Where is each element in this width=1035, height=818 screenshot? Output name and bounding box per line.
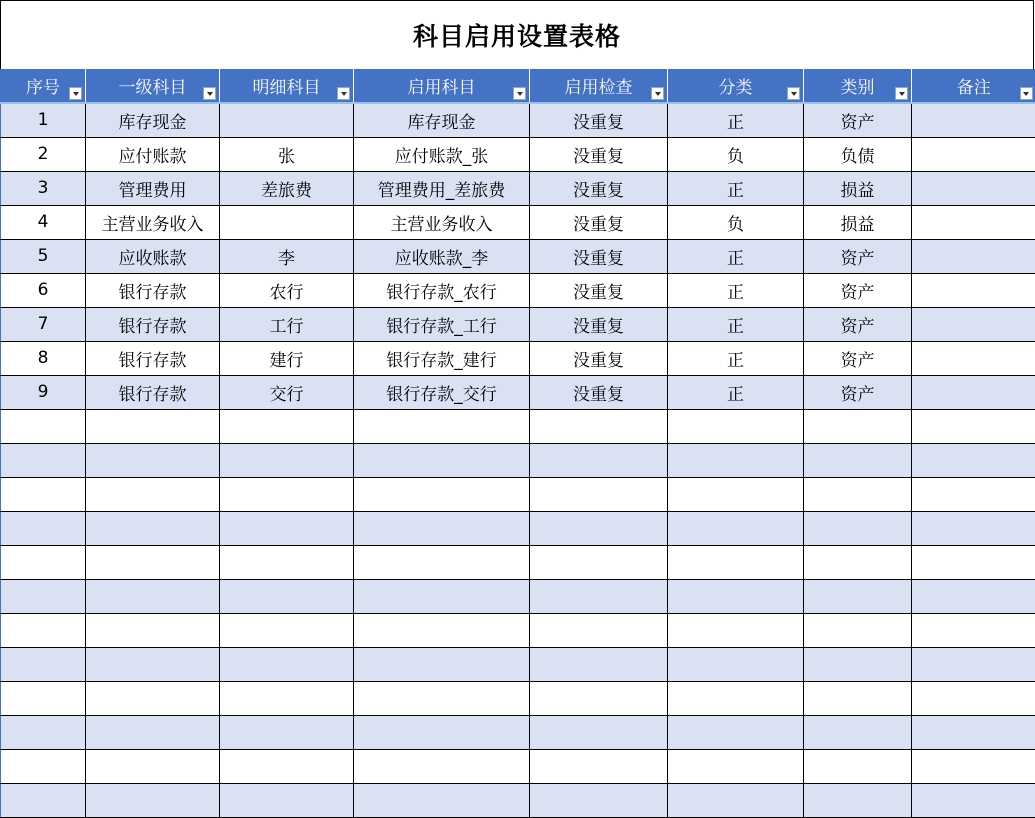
cell-detail-subject[interactable] <box>220 103 354 137</box>
cell-detail-subject[interactable]: 张 <box>220 137 354 171</box>
subject-table <box>0 69 1035 818</box>
cell-category[interactable] <box>668 783 804 817</box>
table-row <box>1 239 1035 273</box>
title-cell[interactable] <box>0 0 1034 69</box>
cell-type[interactable]: 损益 <box>804 171 912 205</box>
cell-detail-subject[interactable]: 李 <box>220 239 354 273</box>
cell-level1-subject[interactable] <box>86 749 220 783</box>
cell-enable-check[interactable] <box>530 647 668 681</box>
cell-seq[interactable]: 8 <box>1 341 86 375</box>
cell-remarks[interactable] <box>912 511 1035 545</box>
cell-category[interactable]: 负 <box>668 137 804 171</box>
cell-level1-subject[interactable]: 应付账款 <box>86 137 220 171</box>
cell-type[interactable]: 资产 <box>804 307 912 341</box>
cell-detail-subject[interactable] <box>220 681 354 715</box>
cell-category[interactable]: 正 <box>668 273 804 307</box>
cell-remarks[interactable] <box>912 783 1035 817</box>
cell-enabled-subject[interactable] <box>354 409 530 443</box>
cell-seq[interactable] <box>1 409 86 443</box>
cell-seq[interactable]: 3 <box>1 171 86 205</box>
cell-level1-subject[interactable]: 主营业务收入 <box>86 205 220 239</box>
cell-enable-check[interactable] <box>530 443 668 477</box>
cell-category[interactable] <box>668 579 804 613</box>
cell-enabled-subject[interactable] <box>354 545 530 579</box>
table-row <box>1 783 1035 817</box>
header-label: 明细科目 <box>253 78 321 98</box>
header-label: 类别 <box>841 78 875 98</box>
cell-seq[interactable] <box>1 579 86 613</box>
cell-enable-check[interactable] <box>530 511 668 545</box>
filter-dropdown-icon[interactable] <box>513 87 526 100</box>
cell-detail-subject[interactable] <box>220 409 354 443</box>
header-detail-subject[interactable] <box>220 69 354 103</box>
cell-remarks[interactable] <box>912 749 1035 783</box>
cell-seq[interactable] <box>1 715 86 749</box>
table-row <box>1 647 1035 681</box>
cell-detail-subject[interactable] <box>220 477 354 511</box>
cell-enabled-subject[interactable]: 应付账款_张 <box>354 137 530 171</box>
cell-enabled-subject[interactable]: 主营业务收入 <box>354 205 530 239</box>
cell-enable-check[interactable]: 没重复 <box>530 239 668 273</box>
cell-enable-check[interactable] <box>530 715 668 749</box>
cell-category[interactable] <box>668 443 804 477</box>
cell-seq[interactable] <box>1 477 86 511</box>
cell-enabled-subject[interactable] <box>354 443 530 477</box>
cell-level1-subject[interactable]: 库存现金 <box>86 103 220 137</box>
cell-category[interactable]: 正 <box>668 307 804 341</box>
table-row <box>1 477 1035 511</box>
cell-seq[interactable]: 2 <box>1 137 86 171</box>
cell-enabled-subject[interactable]: 银行存款_交行 <box>354 375 530 409</box>
header-type[interactable] <box>804 69 912 103</box>
cell-remarks[interactable] <box>912 545 1035 579</box>
cell-type[interactable]: 资产 <box>804 375 912 409</box>
cell-type[interactable] <box>804 443 912 477</box>
cell-detail-subject[interactable]: 工行 <box>220 307 354 341</box>
cell-seq[interactable]: 4 <box>1 205 86 239</box>
cell-enabled-subject[interactable]: 银行存款_工行 <box>354 307 530 341</box>
cell-enable-check[interactable] <box>530 477 668 511</box>
cell-category[interactable] <box>668 681 804 715</box>
cell-enabled-subject[interactable]: 银行存款_建行 <box>354 341 530 375</box>
cell-seq[interactable]: 5 <box>1 239 86 273</box>
table-row <box>1 205 1035 239</box>
cell-category[interactable]: 正 <box>668 171 804 205</box>
cell-level1-subject[interactable] <box>86 579 220 613</box>
cell-seq[interactable] <box>1 545 86 579</box>
cell-category[interactable] <box>668 715 804 749</box>
header-seq[interactable] <box>1 69 86 103</box>
cell-level1-subject[interactable]: 银行存款 <box>86 341 220 375</box>
header-remarks[interactable] <box>912 69 1035 103</box>
cell-type[interactable]: 资产 <box>804 273 912 307</box>
cell-category[interactable] <box>668 749 804 783</box>
cell-enable-check[interactable]: 没重复 <box>530 341 668 375</box>
cell-type[interactable] <box>804 715 912 749</box>
header-label: 启用科目 <box>408 78 476 98</box>
cell-enable-check[interactable]: 没重复 <box>530 273 668 307</box>
cell-enable-check[interactable]: 没重复 <box>530 375 668 409</box>
cell-seq[interactable] <box>1 749 86 783</box>
cell-category[interactable] <box>668 477 804 511</box>
cell-detail-subject[interactable]: 农行 <box>220 273 354 307</box>
cell-type[interactable] <box>804 613 912 647</box>
cell-level1-subject[interactable] <box>86 477 220 511</box>
cell-type[interactable] <box>804 409 912 443</box>
table-row <box>1 579 1035 613</box>
page-title: 科目启用设置表格 <box>413 17 621 53</box>
header-label: 序号 <box>26 78 60 98</box>
cell-remarks[interactable] <box>912 647 1035 681</box>
cell-seq[interactable] <box>1 613 86 647</box>
cell-level1-subject[interactable] <box>86 613 220 647</box>
cell-remarks[interactable] <box>912 375 1035 409</box>
table-row <box>1 375 1035 409</box>
table-row <box>1 715 1035 749</box>
cell-detail-subject[interactable]: 差旅费 <box>220 171 354 205</box>
header-label: 备注 <box>957 78 991 98</box>
cell-enable-check[interactable] <box>530 749 668 783</box>
table-row <box>1 409 1035 443</box>
table-row <box>1 137 1035 171</box>
cell-enabled-subject[interactable]: 管理费用_差旅费 <box>354 171 530 205</box>
cell-enable-check[interactable] <box>530 783 668 817</box>
table-row <box>1 103 1035 137</box>
cell-enable-check[interactable] <box>530 681 668 715</box>
table-row <box>1 681 1035 715</box>
cell-level1-subject[interactable]: 应收账款 <box>86 239 220 273</box>
cell-seq[interactable] <box>1 511 86 545</box>
cell-remarks[interactable] <box>912 239 1035 273</box>
table-row <box>1 749 1035 783</box>
header-enable-check[interactable] <box>530 69 668 103</box>
filter-dropdown-icon[interactable] <box>69 87 82 100</box>
cell-enable-check[interactable]: 没重复 <box>530 307 668 341</box>
header-label: 启用检查 <box>565 78 633 98</box>
table-body <box>1 103 1035 817</box>
cell-type[interactable]: 负债 <box>804 137 912 171</box>
cell-type[interactable] <box>804 783 912 817</box>
cell-enable-check[interactable]: 没重复 <box>530 137 668 171</box>
cell-enabled-subject[interactable] <box>354 511 530 545</box>
cell-enabled-subject[interactable]: 应收账款_李 <box>354 239 530 273</box>
cell-detail-subject[interactable] <box>220 511 354 545</box>
cell-detail-subject[interactable] <box>220 443 354 477</box>
table-row <box>1 171 1035 205</box>
cell-enabled-subject[interactable]: 银行存款_农行 <box>354 273 530 307</box>
cell-level1-subject[interactable]: 管理费用 <box>86 171 220 205</box>
cell-enable-check[interactable] <box>530 409 668 443</box>
cell-detail-subject[interactable] <box>220 613 354 647</box>
cell-category[interactable] <box>668 511 804 545</box>
cell-enabled-subject[interactable] <box>354 681 530 715</box>
cell-detail-subject[interactable] <box>220 647 354 681</box>
header-enabled-subject[interactable] <box>354 69 530 103</box>
cell-level1-subject[interactable] <box>86 443 220 477</box>
cell-enabled-subject[interactable]: 库存现金 <box>354 103 530 137</box>
cell-detail-subject[interactable] <box>220 579 354 613</box>
cell-type[interactable]: 资产 <box>804 239 912 273</box>
cell-level1-subject[interactable] <box>86 545 220 579</box>
cell-seq[interactable]: 9 <box>1 375 86 409</box>
cell-remarks[interactable] <box>912 613 1035 647</box>
cell-enabled-subject[interactable] <box>354 579 530 613</box>
cell-type[interactable] <box>804 545 912 579</box>
cell-remarks[interactable] <box>912 409 1035 443</box>
header-level1-subject[interactable] <box>86 69 220 103</box>
cell-category[interactable]: 负 <box>668 205 804 239</box>
cell-enable-check[interactable] <box>530 579 668 613</box>
cell-type[interactable] <box>804 511 912 545</box>
header-label: 分类 <box>719 78 753 98</box>
cell-detail-subject[interactable]: 交行 <box>220 375 354 409</box>
cell-category[interactable]: 正 <box>668 103 804 137</box>
filter-dropdown-icon[interactable] <box>787 87 800 100</box>
cell-enable-check[interactable]: 没重复 <box>530 171 668 205</box>
table-row <box>1 307 1035 341</box>
cell-remarks[interactable] <box>912 103 1035 137</box>
filter-dropdown-icon[interactable] <box>895 87 908 100</box>
cell-remarks[interactable] <box>912 477 1035 511</box>
cell-type[interactable] <box>804 749 912 783</box>
table-row <box>1 443 1035 477</box>
cell-remarks[interactable] <box>912 715 1035 749</box>
header-category[interactable] <box>668 69 804 103</box>
cell-enable-check[interactable] <box>530 545 668 579</box>
table-row <box>1 545 1035 579</box>
table-row <box>1 511 1035 545</box>
cell-remarks[interactable] <box>912 579 1035 613</box>
cell-remarks[interactable] <box>912 137 1035 171</box>
cell-remarks[interactable] <box>912 205 1035 239</box>
cell-type[interactable]: 资产 <box>804 341 912 375</box>
header-label: 一级科目 <box>119 78 187 98</box>
cell-level1-subject[interactable]: 银行存款 <box>86 273 220 307</box>
cell-enabled-subject[interactable] <box>354 613 530 647</box>
cell-type[interactable] <box>804 579 912 613</box>
cell-level1-subject[interactable] <box>86 783 220 817</box>
cell-category[interactable]: 正 <box>668 375 804 409</box>
cell-category[interactable] <box>668 545 804 579</box>
cell-enabled-subject[interactable] <box>354 783 530 817</box>
cell-enabled-subject[interactable] <box>354 647 530 681</box>
cell-seq[interactable] <box>1 783 86 817</box>
cell-category[interactable] <box>668 613 804 647</box>
cell-remarks[interactable] <box>912 443 1035 477</box>
table-row <box>1 273 1035 307</box>
cell-category[interactable]: 正 <box>668 239 804 273</box>
cell-category[interactable] <box>668 647 804 681</box>
cell-level1-subject[interactable]: 银行存款 <box>86 307 220 341</box>
table-row <box>1 613 1035 647</box>
cell-enable-check[interactable]: 没重复 <box>530 103 668 137</box>
header-row <box>1 69 1035 103</box>
cell-seq[interactable] <box>1 443 86 477</box>
cell-detail-subject[interactable] <box>220 783 354 817</box>
filter-dropdown-icon[interactable] <box>337 87 350 100</box>
cell-seq[interactable] <box>1 647 86 681</box>
cell-enabled-subject[interactable] <box>354 715 530 749</box>
cell-level1-subject[interactable]: 银行存款 <box>86 375 220 409</box>
cell-enable-check[interactable]: 没重复 <box>530 205 668 239</box>
filter-dropdown-icon[interactable] <box>203 87 216 100</box>
cell-category[interactable]: 正 <box>668 341 804 375</box>
cell-level1-subject[interactable] <box>86 409 220 443</box>
cell-seq[interactable]: 6 <box>1 273 86 307</box>
cell-type[interactable]: 损益 <box>804 205 912 239</box>
cell-type[interactable] <box>804 477 912 511</box>
cell-type[interactable] <box>804 681 912 715</box>
cell-remarks[interactable] <box>912 681 1035 715</box>
cell-seq[interactable]: 7 <box>1 307 86 341</box>
cell-enabled-subject[interactable] <box>354 477 530 511</box>
cell-enable-check[interactable] <box>530 613 668 647</box>
cell-remarks[interactable] <box>912 273 1035 307</box>
cell-remarks[interactable] <box>912 307 1035 341</box>
cell-category[interactable] <box>668 409 804 443</box>
cell-detail-subject[interactable]: 建行 <box>220 341 354 375</box>
cell-seq[interactable]: 1 <box>1 103 86 137</box>
cell-level1-subject[interactable] <box>86 647 220 681</box>
cell-detail-subject[interactable] <box>220 545 354 579</box>
filter-dropdown-icon[interactable] <box>1020 87 1033 100</box>
cell-enabled-subject[interactable] <box>354 749 530 783</box>
cell-type[interactable] <box>804 647 912 681</box>
cell-level1-subject[interactable] <box>86 715 220 749</box>
table-row <box>1 341 1035 375</box>
cell-remarks[interactable] <box>912 171 1035 205</box>
cell-remarks[interactable] <box>912 341 1035 375</box>
cell-type[interactable]: 资产 <box>804 103 912 137</box>
cell-level1-subject[interactable] <box>86 681 220 715</box>
cell-detail-subject[interactable] <box>220 715 354 749</box>
cell-detail-subject[interactable] <box>220 205 354 239</box>
cell-detail-subject[interactable] <box>220 749 354 783</box>
cell-seq[interactable] <box>1 681 86 715</box>
cell-level1-subject[interactable] <box>86 511 220 545</box>
filter-dropdown-icon[interactable] <box>651 87 664 100</box>
